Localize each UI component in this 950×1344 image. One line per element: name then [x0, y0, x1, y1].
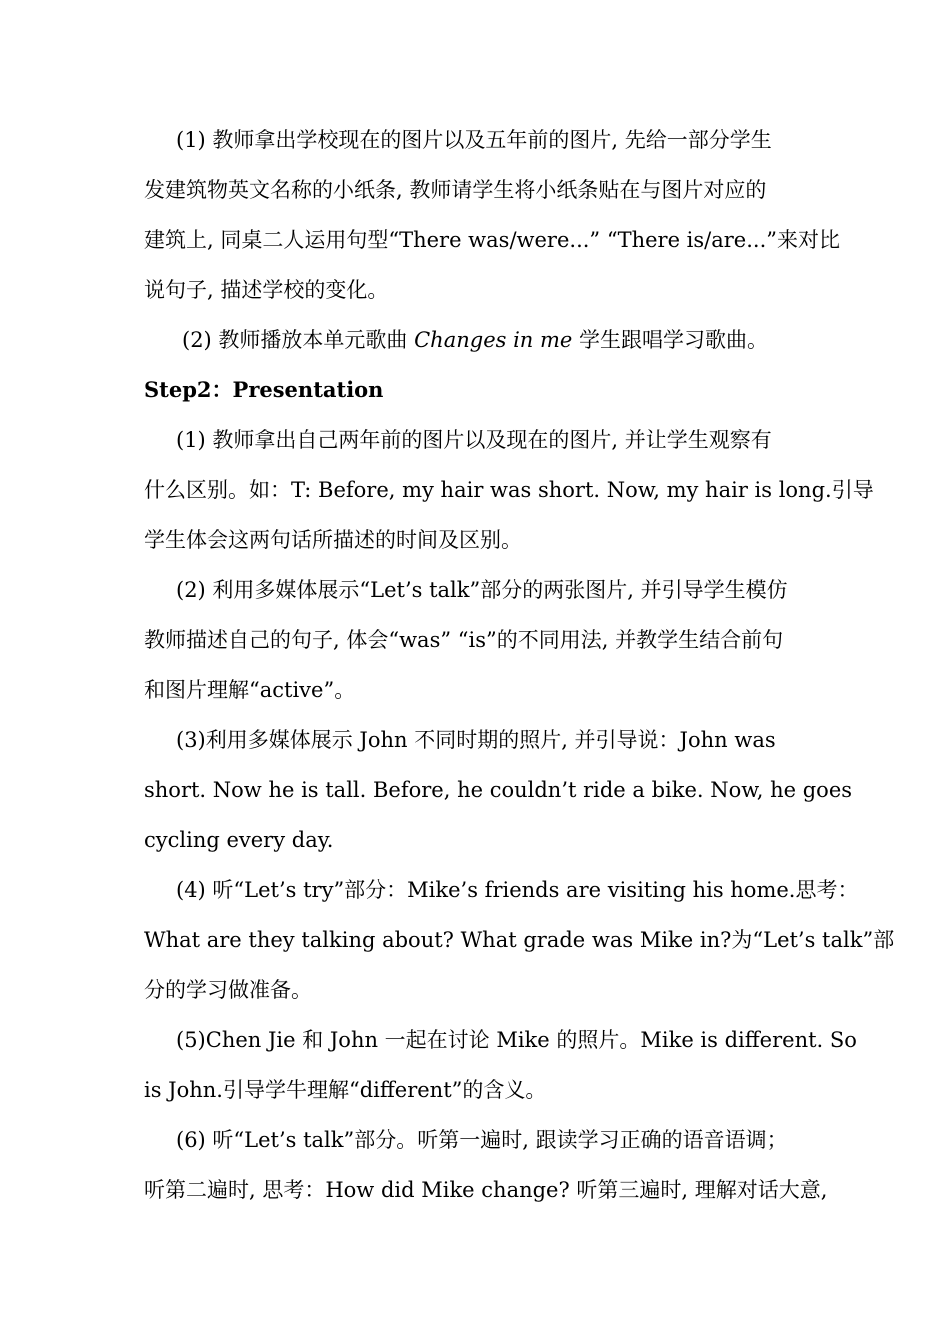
song-title: Changes in me [414, 328, 573, 352]
paragraph-4-line-1: (2) 利用多媒体展示“Let’s talk”部分的两张图片, 并引导学生模仿 [176, 578, 788, 602]
paragraph-5-line-3: cycling every day. [144, 828, 334, 852]
paragraph-1-line-1: (1) 教师拿出学校现在的图片以及五年前的图片, 先给一部分学生 [176, 128, 772, 152]
section-heading-step2: Step2：Presentation [144, 377, 384, 402]
paragraph-5-line-1: (3)利用多媒体展示 John 不同时期的照片, 并引导说：John was [176, 728, 776, 752]
paragraph-7-line-1: (5)Chen Jie 和 John 一起在讨论 Mike 的照片。Mike is different. So [176, 1028, 857, 1052]
paragraph-4-line-2: 教师描述自己的句子, 体会“was” “is”的不同用法, 并教学生结合前句 [144, 628, 784, 652]
paragraph-2-line-1 [182, 315, 816, 365]
paragraph-2-text-after: 学生跟唱学习歌曲。 [572, 328, 769, 352]
paragraph-1-line-4: 说句子, 描述学校的变化。 [144, 278, 389, 302]
paragraph-4-line-3: 和图片理解“active”。 [144, 678, 356, 702]
paragraph-1-line-3: 建筑上, 同桌二人运用句型“There was/were...” “There is/are...”来对比 [144, 228, 840, 252]
paragraph-3-line-1: (1) 教师拿出自己两年前的图片以及现在的图片, 并让学生观察有 [176, 428, 772, 452]
paragraph-1-line-2: 发建筑物英文名称的小纸条, 教师请学生将小纸条贴在与图片对应的 [144, 178, 767, 202]
paragraph-5-line-2: short. Now he is tall. Before, he couldn’t ride a bike. Now, he goes [144, 778, 853, 802]
paragraph-7-line-2: is John.引导学牛理解“different”的含义。 [144, 1078, 547, 1102]
paragraph-8-line-1: (6) 听“Let’s talk”部分。听第一遍时, 跟读学习正确的语音语调； [176, 1128, 788, 1152]
paragraph-6-line-3: 分的学习做准备。 [144, 978, 312, 1002]
paragraph-6-line-1: (4) 听“Let’s try”部分：Mike’s friends are visiting his home.思考： [176, 878, 859, 902]
paragraph-8-line-2: 听第二遍时, 思考：How did Mike change? 听第三遍时, 理解对话大意, [144, 1178, 828, 1202]
paragraph-2-text-before: (2) 教师播放本单元歌曲 [182, 328, 415, 352]
paragraph-3-line-3: 学生体会这两句话所描述的时间及区别。 [144, 528, 522, 552]
paragraph-3-line-2: 什么区别。如：T: Before, my hair was short. Now, my hair is long.引导 [144, 478, 874, 502]
paragraph-6-line-2: What are they talking about? What grade was Mike in?为“Let’s talk”部 [144, 928, 895, 952]
